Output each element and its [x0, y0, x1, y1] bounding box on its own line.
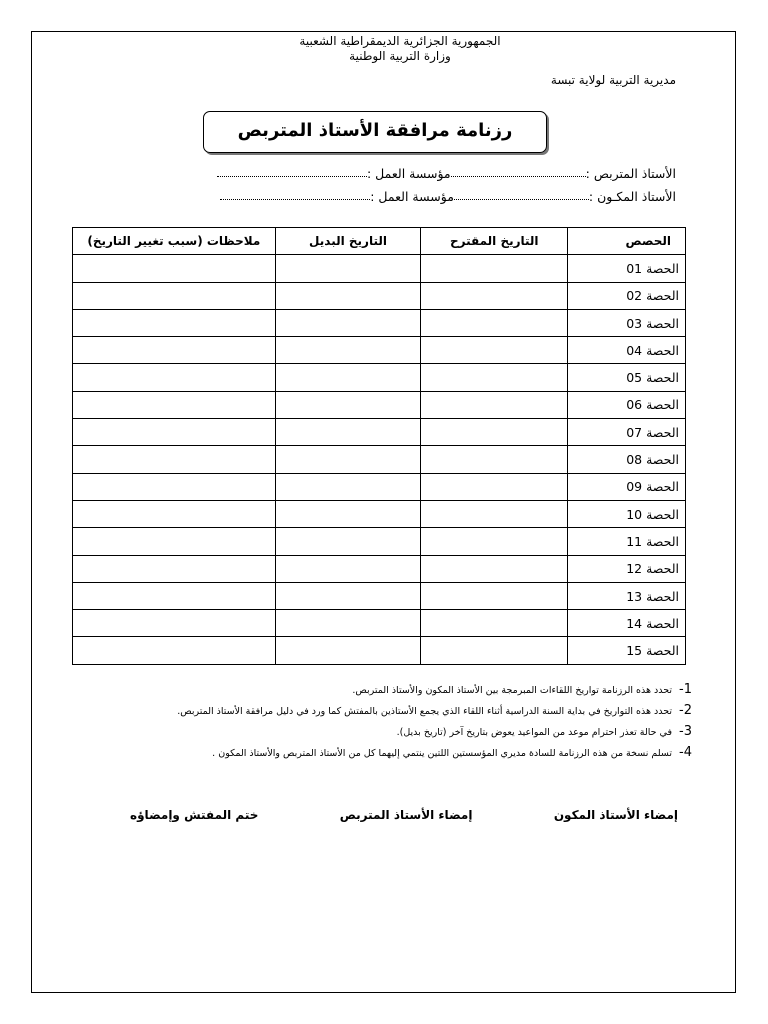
trainer-signature: إمضاء الأستاذ المكون — [553, 808, 678, 822]
trainer-work-field[interactable] — [220, 189, 370, 200]
proposed-date-cell[interactable] — [421, 391, 568, 418]
trainee-work-label: مؤسسة العمل : — [366, 166, 451, 181]
header-proposed-date: التاريخ المقترح — [421, 228, 568, 255]
notes-cell[interactable] — [73, 473, 276, 500]
schedule-table — [72, 227, 686, 665]
session-cell: الحصة 09 — [568, 473, 686, 500]
note-text: تسلم نسخة من هذه الرزنامة للسادة مديري المؤسستين اللتين ينتمي إليهما كل من الأستاذ المتربص والأستاذ المكون . — [212, 748, 672, 759]
trainee-info-row — [120, 166, 676, 181]
notes-cell[interactable] — [73, 282, 276, 309]
notes-list — [100, 682, 692, 767]
alternative-date-cell[interactable] — [275, 391, 421, 418]
trainer-work-label: مؤسسة العمل : — [370, 189, 454, 204]
alternative-date-cell[interactable] — [275, 364, 421, 391]
note-item — [100, 745, 692, 761]
notes-cell[interactable] — [73, 610, 276, 637]
header-alternative-date: التاريخ البديل — [275, 228, 421, 255]
session-cell: الحصة 12 — [568, 555, 686, 582]
notes-cell[interactable] — [73, 500, 276, 527]
table-row — [73, 337, 686, 364]
proposed-date-cell[interactable] — [421, 364, 568, 391]
trainee-name-field[interactable] — [451, 166, 586, 177]
session-cell: الحصة 08 — [568, 446, 686, 473]
alternative-date-cell[interactable] — [275, 419, 421, 446]
signatures-row — [130, 808, 678, 822]
note-number: 2- — [679, 703, 692, 718]
directorate-name: مديرية التربية لولاية تبسة — [550, 73, 676, 87]
notes-cell[interactable] — [73, 391, 276, 418]
note-item — [100, 682, 692, 698]
header-notes: ملاحظات (سبب تغيير التاريخ) — [73, 228, 276, 255]
session-cell: الحصة 02 — [568, 282, 686, 309]
note-text: تحدد هذه التواريخ في بداية السنة الدراسية أثناء اللقاء الذي يجمع الأستاذين بالمفتش كما ورد في دليل مرافقة الأستاذ المتربص. — [177, 706, 672, 717]
notes-cell[interactable] — [73, 637, 276, 664]
table-row — [73, 309, 686, 336]
note-text: في حالة تعذر احترام موعد من المواعيد يعوض بتاريخ آخر (تاريخ بديل). — [396, 727, 672, 738]
session-cell: الحصة 06 — [568, 391, 686, 418]
session-cell: الحصة 14 — [568, 610, 686, 637]
note-item — [100, 703, 692, 719]
table-row — [73, 282, 686, 309]
proposed-date-cell[interactable] — [421, 528, 568, 555]
alternative-date-cell[interactable] — [275, 610, 421, 637]
trainee-label: الأستاذ المتربص : — [585, 166, 676, 181]
alternative-date-cell[interactable] — [275, 473, 421, 500]
note-text: تحدد هذه الرزنامة تواريخ اللقاءات المبرمجة بين الأستاذ المكون والأستاذ المتربص. — [352, 685, 672, 696]
header-sessions: الحصص — [568, 228, 686, 255]
trainer-label: الأستاذ المكـون : — [588, 189, 676, 204]
note-number: 3- — [679, 724, 692, 739]
table-row — [73, 364, 686, 391]
alternative-date-cell[interactable] — [275, 255, 421, 282]
proposed-date-cell[interactable] — [421, 309, 568, 336]
proposed-date-cell[interactable] — [421, 555, 568, 582]
trainee-signature: إمضاء الأستاذ المتربص — [339, 808, 473, 822]
proposed-date-cell[interactable] — [421, 473, 568, 500]
notes-cell[interactable] — [73, 255, 276, 282]
alternative-date-cell[interactable] — [275, 500, 421, 527]
notes-cell[interactable] — [73, 446, 276, 473]
notes-cell[interactable] — [73, 582, 276, 609]
table-row — [73, 255, 686, 282]
session-cell: الحصة 15 — [568, 637, 686, 664]
session-cell: الحصة 07 — [568, 419, 686, 446]
session-cell: الحصة 04 — [568, 337, 686, 364]
session-cell: الحصة 11 — [568, 528, 686, 555]
inspector-stamp: ختم المفتش وإمضاؤه — [130, 808, 259, 822]
trainer-info-row — [120, 189, 676, 204]
session-cell: الحصة 05 — [568, 364, 686, 391]
document-header — [200, 34, 600, 64]
session-cell: الحصة 13 — [568, 582, 686, 609]
table-row — [73, 555, 686, 582]
ministry-name: وزارة التربية الوطنية — [349, 49, 451, 63]
notes-cell[interactable] — [73, 337, 276, 364]
proposed-date-cell[interactable] — [421, 255, 568, 282]
document-title: رزنامة مرافقة الأستاذ المتربص — [203, 111, 547, 153]
note-number: 4- — [679, 745, 692, 760]
alternative-date-cell[interactable] — [275, 528, 421, 555]
proposed-date-cell[interactable] — [421, 337, 568, 364]
table-row — [73, 391, 686, 418]
table-header-row — [73, 228, 686, 255]
table-row — [73, 582, 686, 609]
note-item — [100, 724, 692, 740]
table-row — [73, 500, 686, 527]
session-cell: الحصة 01 — [568, 255, 686, 282]
session-cell: الحصة 03 — [568, 309, 686, 336]
proposed-date-cell[interactable] — [421, 610, 568, 637]
notes-cell[interactable] — [73, 309, 276, 336]
proposed-date-cell[interactable] — [421, 582, 568, 609]
table-row — [73, 419, 686, 446]
alternative-date-cell[interactable] — [275, 309, 421, 336]
proposed-date-cell[interactable] — [421, 637, 568, 664]
proposed-date-cell[interactable] — [421, 419, 568, 446]
table-row — [73, 528, 686, 555]
trainee-work-field[interactable] — [217, 166, 367, 177]
alternative-date-cell[interactable] — [275, 446, 421, 473]
proposed-date-cell[interactable] — [421, 446, 568, 473]
proposed-date-cell[interactable] — [421, 282, 568, 309]
alternative-date-cell[interactable] — [275, 582, 421, 609]
trainer-name-field[interactable] — [454, 189, 589, 200]
table-row — [73, 637, 686, 664]
proposed-date-cell[interactable] — [421, 500, 568, 527]
notes-cell[interactable] — [73, 528, 276, 555]
alternative-date-cell[interactable] — [275, 555, 421, 582]
session-cell: الحصة 10 — [568, 500, 686, 527]
table-row — [73, 446, 686, 473]
note-number: 1- — [679, 682, 692, 697]
notes-cell[interactable] — [73, 364, 276, 391]
alternative-date-cell[interactable] — [275, 282, 421, 309]
notes-cell[interactable] — [73, 419, 276, 446]
notes-cell[interactable] — [73, 555, 276, 582]
table-row — [73, 473, 686, 500]
alternative-date-cell[interactable] — [275, 337, 421, 364]
alternative-date-cell[interactable] — [275, 637, 421, 664]
republic-name: الجمهورية الجزائرية الديمقراطية الشعبية — [299, 34, 501, 48]
table-row — [73, 610, 686, 637]
